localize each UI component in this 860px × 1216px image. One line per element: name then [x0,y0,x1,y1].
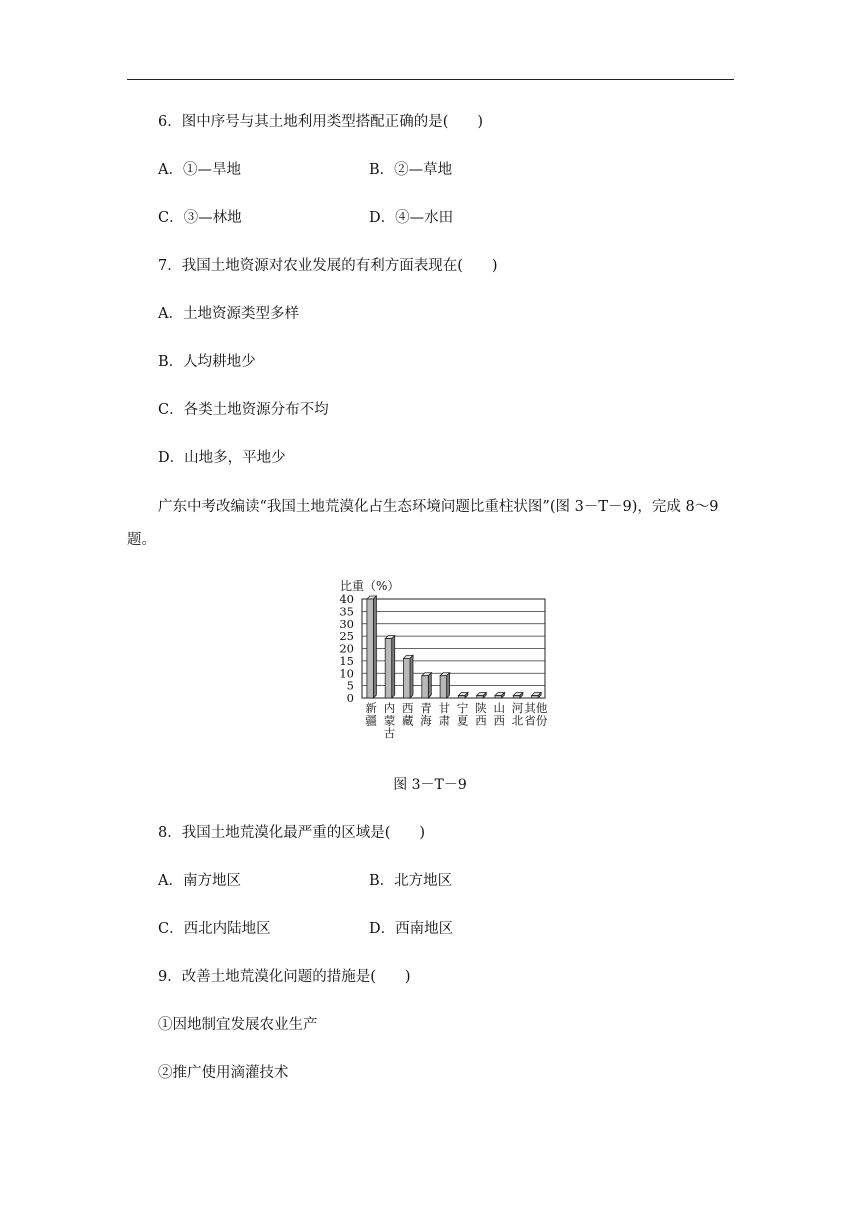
y-tick-label: 5 [346,678,354,693]
x-tick-label: 省份 [524,713,548,728]
bar [385,636,395,698]
q6-option-c: C．③—林地 [158,210,242,226]
x-tick-label: 古 [383,726,396,740]
header-rule [127,79,734,80]
x-tick-label: 西 [493,713,505,728]
bar-front [404,658,411,698]
bar [440,673,450,698]
y-tick-label: 40 [339,592,354,606]
q9-stem: 9．改善土地荒漠化问题的措施是( ) [158,969,411,985]
bar-front [495,696,502,698]
figure-caption: 图 3－T－9 [393,777,467,793]
x-tick-label: 新 [365,701,377,715]
x-tick-label: 青 [420,701,432,715]
bar [513,693,523,698]
desertification-bar-chart [330,572,570,747]
chart-y-label: 比重（%） [340,579,400,593]
q9-item-2: ②推广使用滴灌技术 [158,1065,289,1081]
bar-side [373,596,376,698]
bar [495,693,505,698]
bar-side [410,655,413,698]
q6-option-b: B．②—草地 [369,162,453,178]
q7-option-c: C．各类土地资源分布不均 [158,402,329,418]
x-tick-label: 疆 [365,713,377,728]
bar-front [477,696,484,698]
bar-side [428,673,431,698]
x-tick-label: 肃 [438,713,451,728]
x-tick-label: 海 [420,713,432,728]
y-tick-label: 0 [346,691,354,705]
x-tick-label: 蒙 [383,713,396,728]
y-tick-label: 35 [339,604,354,619]
q6-stem: 6．图中序号与其土地利用类型搭配正确的是( ) [158,114,484,130]
bar [404,655,414,698]
q8-option-c: C．西北内陆地区 [158,921,271,937]
y-tick-label: 15 [339,653,354,668]
bar [458,693,468,698]
q8-option-b: B．北方地区 [369,873,453,889]
x-tick-label: 夏 [456,713,469,728]
bar [422,673,432,698]
y-tick-label: 25 [339,629,354,644]
chart-y-ticks [339,592,354,705]
y-tick-label: 10 [339,666,354,681]
x-tick-label: 甘 [438,701,451,715]
intro-line-2: 题。 [127,532,156,548]
bar [477,693,487,698]
x-tick-label: 陕 [475,701,487,715]
x-tick-label: 北 [511,713,524,728]
bar [532,693,542,698]
bar-front [440,676,447,698]
chart-x-labels [365,701,547,740]
q7-option-b: B．人均耕地少 [158,354,256,370]
q8-stem: 8．我国土地荒漠化最严重的区域是( ) [158,825,426,841]
y-tick-label: 20 [339,641,354,656]
q7-option-a: A．土地资源类型多样 [158,306,299,322]
bar [367,596,377,698]
bar-side [447,673,450,698]
q6-option-a: A．①—旱地 [158,162,241,178]
q9-item-1: ①因地制宜发展农业生产 [158,1017,318,1033]
bar-front [513,696,520,698]
bar-front [422,676,429,698]
x-tick-label: 河 [511,701,524,715]
y-tick-label: 30 [339,616,354,631]
x-tick-label: 山 [493,701,505,715]
bar-front [532,696,539,698]
x-tick-label: 西 [475,713,487,728]
x-tick-label: 宁 [456,701,469,715]
q6-option-d: D．④—水田 [369,210,454,226]
bar-side [392,636,395,698]
bar-front [385,639,392,698]
q7-option-d: D．山地多，平地少 [158,450,286,466]
q8-option-a: A．南方地区 [158,873,241,889]
bar-front [458,696,465,698]
intro-line-1: 广东中考改编读“我国土地荒漠化占生态环境问题比重柱状图”(图 3－T－9)，完成 8～9 [158,499,719,515]
x-tick-label: 藏 [402,713,414,728]
q7-stem: 7．我国土地资源对农业发展的有利方面表现在( ) [158,258,498,274]
bar-front [367,599,374,698]
x-tick-label: 西 [402,701,414,715]
x-tick-label: 其他 [524,701,548,715]
q8-option-d: D．西南地区 [369,921,454,937]
x-tick-label: 内 [383,701,396,715]
